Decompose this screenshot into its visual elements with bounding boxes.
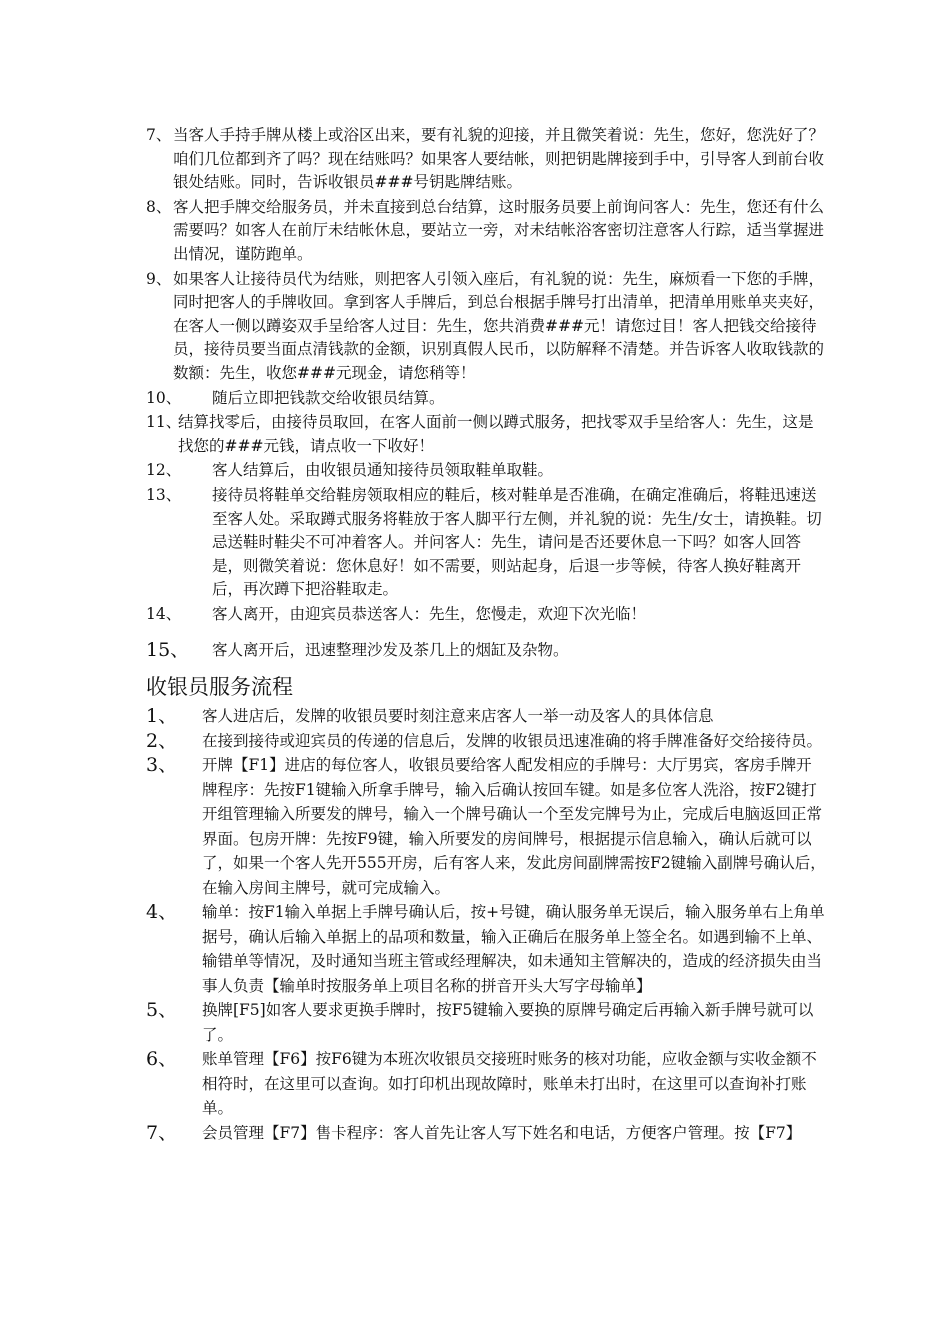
item-text: 会员管理【F7】售卡程序：客人首先让客人写下姓名和电话，方便客户管理。按【F7】: [202, 1123, 802, 1142]
list-item: [146, 196, 826, 267]
item-text: 随后立即把钱款交给收银员结算。: [212, 388, 445, 407]
cashier-steps-list: [146, 704, 826, 1145]
list-item: [146, 603, 826, 627]
list-item: [146, 753, 826, 900]
item-number: 10、: [146, 388, 182, 407]
item-text: 输单：按F1输入单据上手牌号确认后，按+号键，确认服务单无误后，输入服务单右上角单据号，确认后输入单据上的品项和数量，输入正确后在服务单上签全名。如遇到输不上单、输错单等情况，及时通知当班主管或经理解决，如未通知主管解决的，造成的经济损失由当事人负责【输单时按服务单上项目名称的拼音开头大写字母输单】: [202, 903, 825, 995]
list-item: [146, 704, 826, 729]
list-item: [146, 411, 826, 458]
list-item: [146, 998, 826, 1047]
list-item: [146, 268, 826, 386]
item-text: 在接到接待或迎宾员的传递的信息后，发牌的收银员迅速准确的将手牌准备好交给接待员。: [202, 731, 823, 750]
item-text: 如果客人让接待员代为结账，则把客人引领入座后，有礼貌的说：先生，麻烦看一下您的手牌，同时把客人的手牌收回。拿到客人手牌后，到总台根据手牌号打出清单，把清单用账单夹夹好，在客人一侧以蹲姿双手呈给客人过目：先生，您共消费###元！请您过目！客人把钱交给接待员，接待员要当面点清钱款的金额，识别真假人民币，以防解释不清楚。并告诉客人收取钱款的数额：先生，收您###元现金，请您稍等！: [173, 269, 825, 382]
item-text: 客人结算后，由收银员通知接待员领取鞋单取鞋。: [212, 461, 554, 480]
section-heading: 收银员服务流程: [146, 675, 293, 700]
item-text: 账单管理【F6】按F6键为本班次收银员交接班时账务的核对功能，应收金额与实收金额不相符时，在这里可以查询。如打印机出现故障时，账单未打出时，在这里可以查询补打账单。: [202, 1050, 817, 1118]
item-number: 15、: [146, 639, 190, 662]
item-text: 换牌[F5]如客人要求更换手牌时，按F5键输入要换的原牌号确定后再输入新手牌号就可以了。: [202, 1001, 814, 1044]
item-number: 11、: [146, 413, 182, 432]
item-number: 6、: [146, 1048, 178, 1071]
list-item: [146, 900, 826, 998]
reception-steps-list: [146, 124, 826, 664]
list-item: [146, 1121, 826, 1146]
list-item: [146, 387, 826, 411]
item-text: 客人进店后，发牌的收银员要时刻注意来店客人一举一动及客人的具体信息: [202, 707, 714, 726]
item-text: 客人离开，由迎宾员恭送客人：先生，您慢走，欢迎下次光临！: [212, 604, 647, 623]
list-item: [146, 484, 826, 602]
item-number: 13、: [146, 485, 182, 504]
item-text: 客人把手牌交给服务员，并未直接到总台结算，这时服务员要上前询问客人：先生，您还有什么需要吗？如客人在前厅未结帐休息，要站立一旁，对未结帐浴客密切注意客人行踪，适当掌握进出情况，谨防跑单。: [173, 197, 825, 263]
item-number: 9、: [146, 269, 172, 288]
item-number: 3、: [146, 754, 178, 777]
list-item: [146, 729, 826, 754]
item-text: 接待员将鞋单交给鞋房领取相应的鞋后，核对鞋单是否准确，在确定准确后，将鞋迅速送至客人处。采取蹲式服务将鞋放于客人脚平行左侧，并礼貌的说：先生/女士，请换鞋。切忌送鞋时鞋尖不可冲着客人。并问客人：先生，请问是否还要休息一下吗？如客人回答是，则微笑着说：您休息好！如不需要，则站起身，后退一步等候，待客人换好鞋离开后，再次蹲下把浴鞋取走。: [212, 485, 822, 599]
item-text: 当客人手持手牌从楼上或浴区出来，要有礼貌的迎接，并且微笑着说：先生，您好，您洗好了？咱们几位都到齐了吗？现在结账吗？如果客人要结帐，则把钥匙牌接到手中，引导客人到前台收银处结账。同时，告诉收银员###号钥匙牌结账。: [173, 126, 825, 192]
list-item: [146, 636, 826, 664]
item-number: 2、: [146, 729, 178, 752]
item-text: 客人离开后，迅速整理沙发及茶几上的烟缸及杂物。: [212, 641, 569, 660]
item-number: 7、: [146, 1121, 178, 1144]
item-number: 8、: [146, 197, 172, 216]
item-text: 开牌【F1】进店的每位客人，收银员要给客人配发相应的手牌号：大厅男宾，客房手牌开牌程序：先按F1键输入所拿手牌号，输入后确认按回车键。如是多位客人洗浴，按F2键打开组管理输入所要发的牌号，输入一个牌号确认一个至发完牌号为止，完成后电脑返回正常界面。包房开牌：先按F9键，输入所要发的房间牌号，根据提示信息输入，确认后就可以了，如果一个客人先开555开房，后有客人来，发此房间副牌需按F2键输入副牌号确认后，在输入房间主牌号，就可完成输入。: [202, 756, 826, 897]
item-number: 7、: [146, 126, 172, 144]
item-number: 5、: [146, 999, 178, 1022]
list-item: [146, 1047, 826, 1121]
item-number: 14、: [146, 604, 182, 623]
item-number: 12、: [146, 461, 182, 480]
item-number: 4、: [146, 901, 178, 924]
list-item: [146, 459, 826, 483]
list-item: [146, 124, 826, 195]
item-text: 结算找零后，由接待员取回，在客人面前一侧以蹲式服务，把找零双手呈给客人：先生，这是找您的###元钱，请点收一下收好！: [178, 413, 814, 455]
document-body: [146, 124, 826, 1145]
item-number: 1、: [146, 705, 178, 728]
